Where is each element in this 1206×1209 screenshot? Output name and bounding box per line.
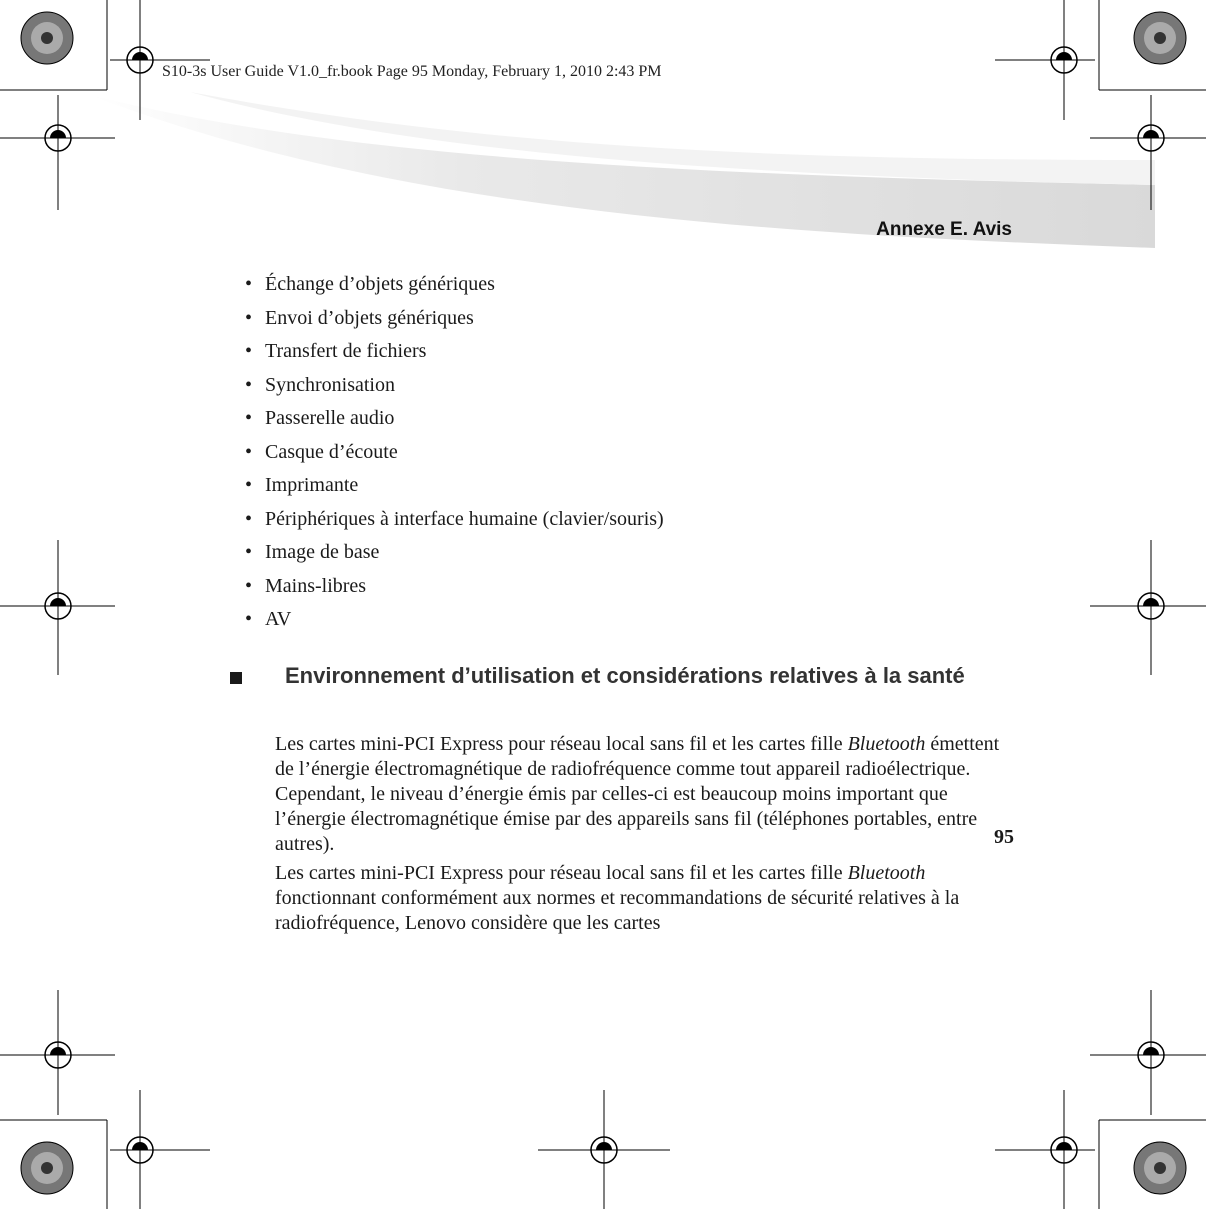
section-body [275,732,1015,940]
page-number: 95 [994,826,1014,848]
list-item: • Passerelle audio [245,407,395,429]
list-item: • Casque d’écoute [245,440,398,463]
section-heading: Environnement d’utilisation et considérations relatives à la santé [285,663,965,688]
list-item: • Synchronisation [245,373,395,396]
list-item: • Périphériques à interface humaine (clavier/souris) [245,507,664,530]
list-item: • Échange d’objets génériques [245,273,495,295]
bullet-list [245,268,664,637]
paragraph-2: Les cartes mini-PCI Express pour réseau local sans fil et les cartes fille Bluetooth fonctionnant conformément aux normes et recommandations de sécurité relatives à la radiofréquence, Lenovo considère que les cartes [275,862,960,934]
paragraph-1: Les cartes mini-PCI Express pour réseau local sans fil et les cartes fille Bluetooth émettent de l’énergie électromagnétique de radiofréquence comme tout appareil radioélectrique. Cependant, le niveau d’énergie émis par celles-ci est beaucoup moins important que l’énergie électromagnétique émise par des appareils sans fil (téléphones portables, entre autres). [275,733,1000,855]
print-header: S10-3s User Guide V1.0_fr.book Page 95 Monday, February 1, 2010 2:43 PM [162,63,662,80]
chapter-title: Annexe E. Avis [876,219,1012,240]
list-item: • Envoi d’objets génériques [245,306,474,329]
list-item: • Mains-libres [245,574,367,597]
list-item: • Image de base [245,541,380,563]
list-item: • Imprimante [245,474,359,496]
list-item: • AV [245,608,292,630]
section-square-icon [230,672,242,684]
list-item: • Transfert de fichiers [245,340,427,362]
